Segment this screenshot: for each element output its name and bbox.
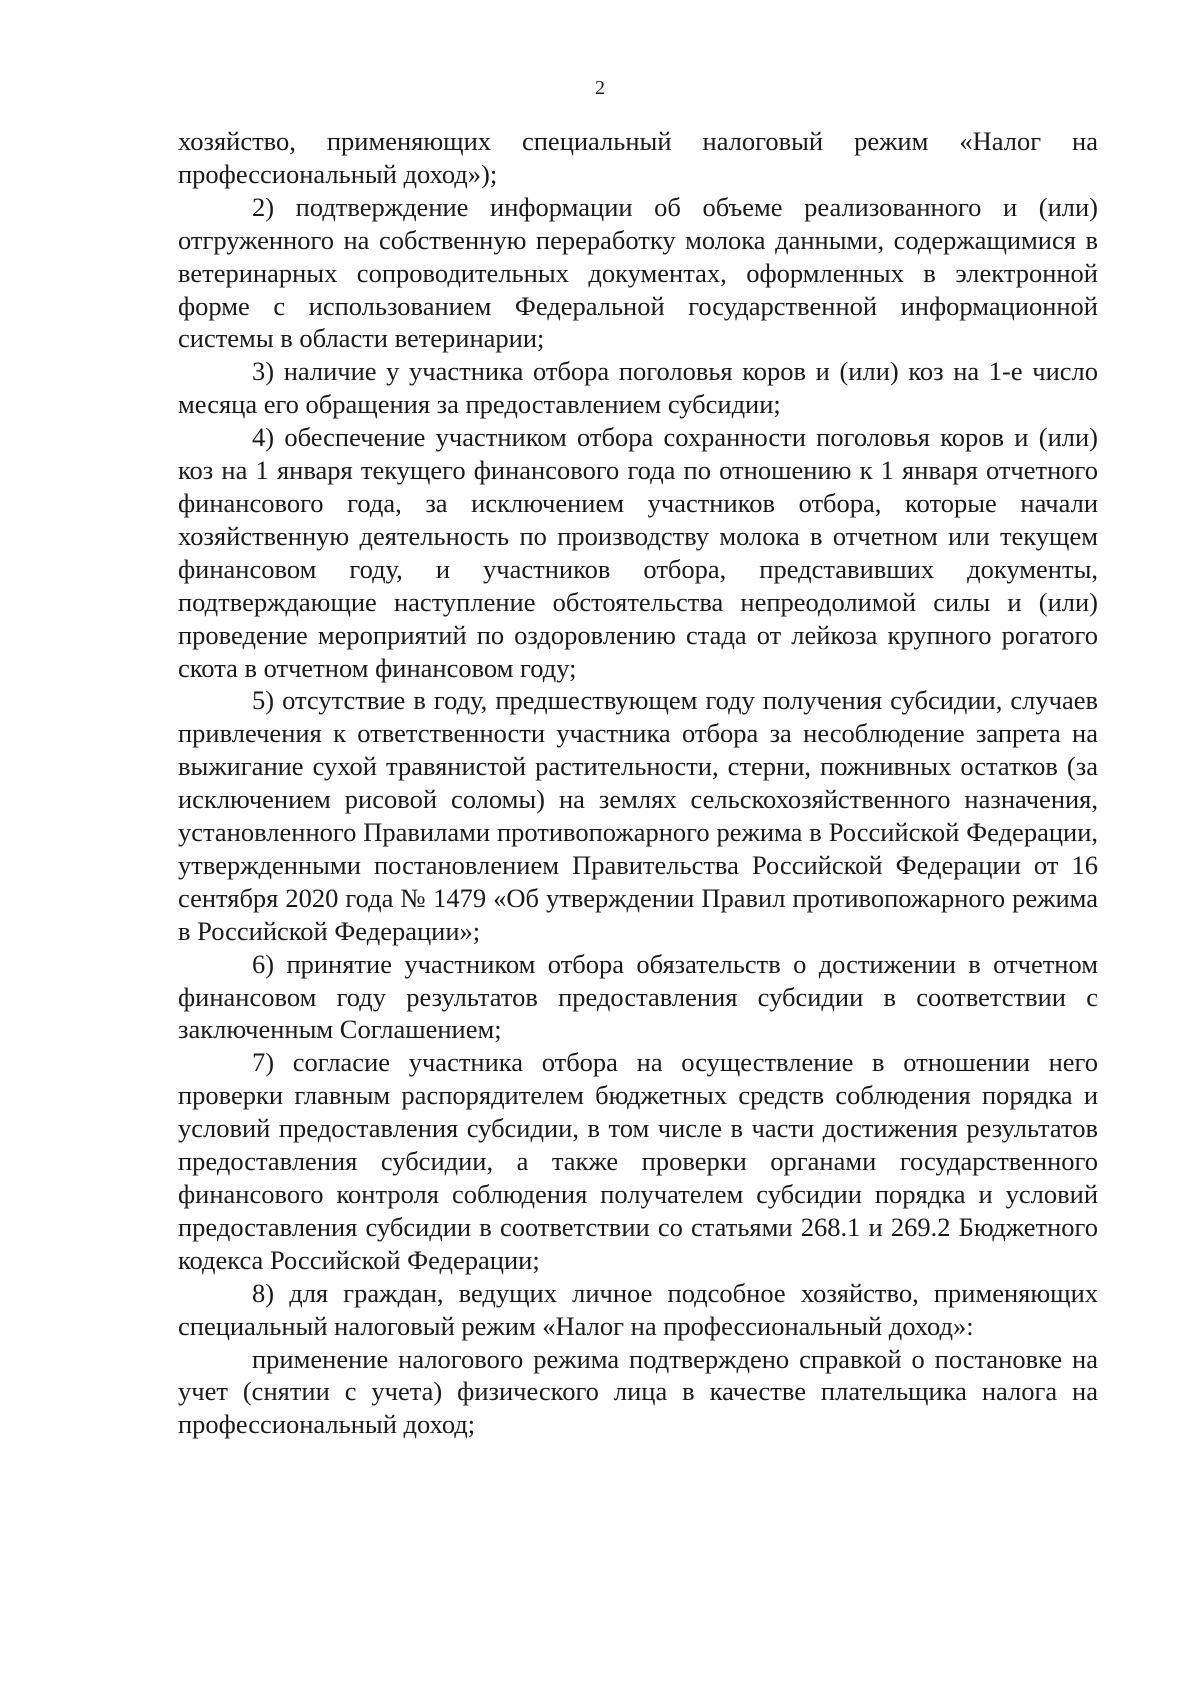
page-number: 2 — [595, 77, 605, 99]
paragraph-item-4: 4) обеспечение участником отбора сохранности поголовья коров и (или) коз на 1 января текущего финансового года по отношению к 1 января отчетного финансового года, за исключением участников отбора, которые начали хозяйственную деятельность по производству молока в отчетном или текущем финансовом году, и участников отбора, представивших документы, подтверждающие наступление обстоятельства непреодолимой силы и (или) проведение мероприятий по оздоровлению стада от лейкоза крупного рогатого скота в отчетном финансовом году; — [178, 422, 1098, 683]
paragraph-item-8: 8) для граждан, ведущих личное подсобное хозяйство, применяющих специальный налоговый режим «Налог на профессиональный доход»: — [178, 1277, 1098, 1341]
paragraph-item-6: 6) принятие участником отбора обязательств о достижении в отчетном финансовом году результатов предоставления субсидии в соответствии с заключенным Соглашением; — [178, 948, 1098, 1045]
paragraph-item-7: 7) согласие участника отбора на осуществление в отношении него проверки главным распорядителем бюджетных средств соблюдения порядка и условий предоставления субсидии, в том числе в части достижения результатов предоставления субсидии, а также проверки органами государственного финансового контроля соблюдения получателем субсидии порядка и условий предоставления субсидии в соответствии со статьями 268.1 и 269.2 Бюджетного кодекса Российской Федерации; — [178, 1047, 1098, 1275]
paragraph-item-3: 3) наличие у участника отбора поголовья коров и (или) коз на 1-е число месяца его обращения за предоставлением субсидии; — [178, 356, 1098, 420]
paragraph-item-2: 2) подтверждение информации об объеме реализованного и (или) отгруженного на собственную переработку молока данными, содержащимися в ветеринарных сопроводительных документах, оформленных в электронной форме с использованием Федеральной государственной информационной системы в области ветеринарии; — [178, 191, 1098, 354]
paragraph-item-5: 5) отсутствие в году, предшествующем году получения субсидии, случаев привлечения к ответственности участника отбора за несоблюдение запрета на выжигание сухой травянистой растительности, стерни, пожнивных остатков (за исключением рисовой соломы) на землях сельскохозяйственного назначения, установленного Правилами противопожарного режима в Российской Федерации, утвержденными постановлением Правительства Российской Федерации от 16 сентября 2020 года № 1479 «Об утверждении Правил противопожарного режима в Российской Федерации»; — [178, 685, 1098, 946]
paragraph-continuation: хозяйство, применяющих специальный налоговый режим «Налог на профессиональный доход»); — [178, 126, 1098, 189]
document-body — [178, 125, 1098, 1441]
paragraph-subitem: применение налогового режима подтверждено справкой о постановке на учет (снятии с учета) физического лица в качестве плательщика налога на профессиональный доход; — [178, 1343, 1098, 1440]
